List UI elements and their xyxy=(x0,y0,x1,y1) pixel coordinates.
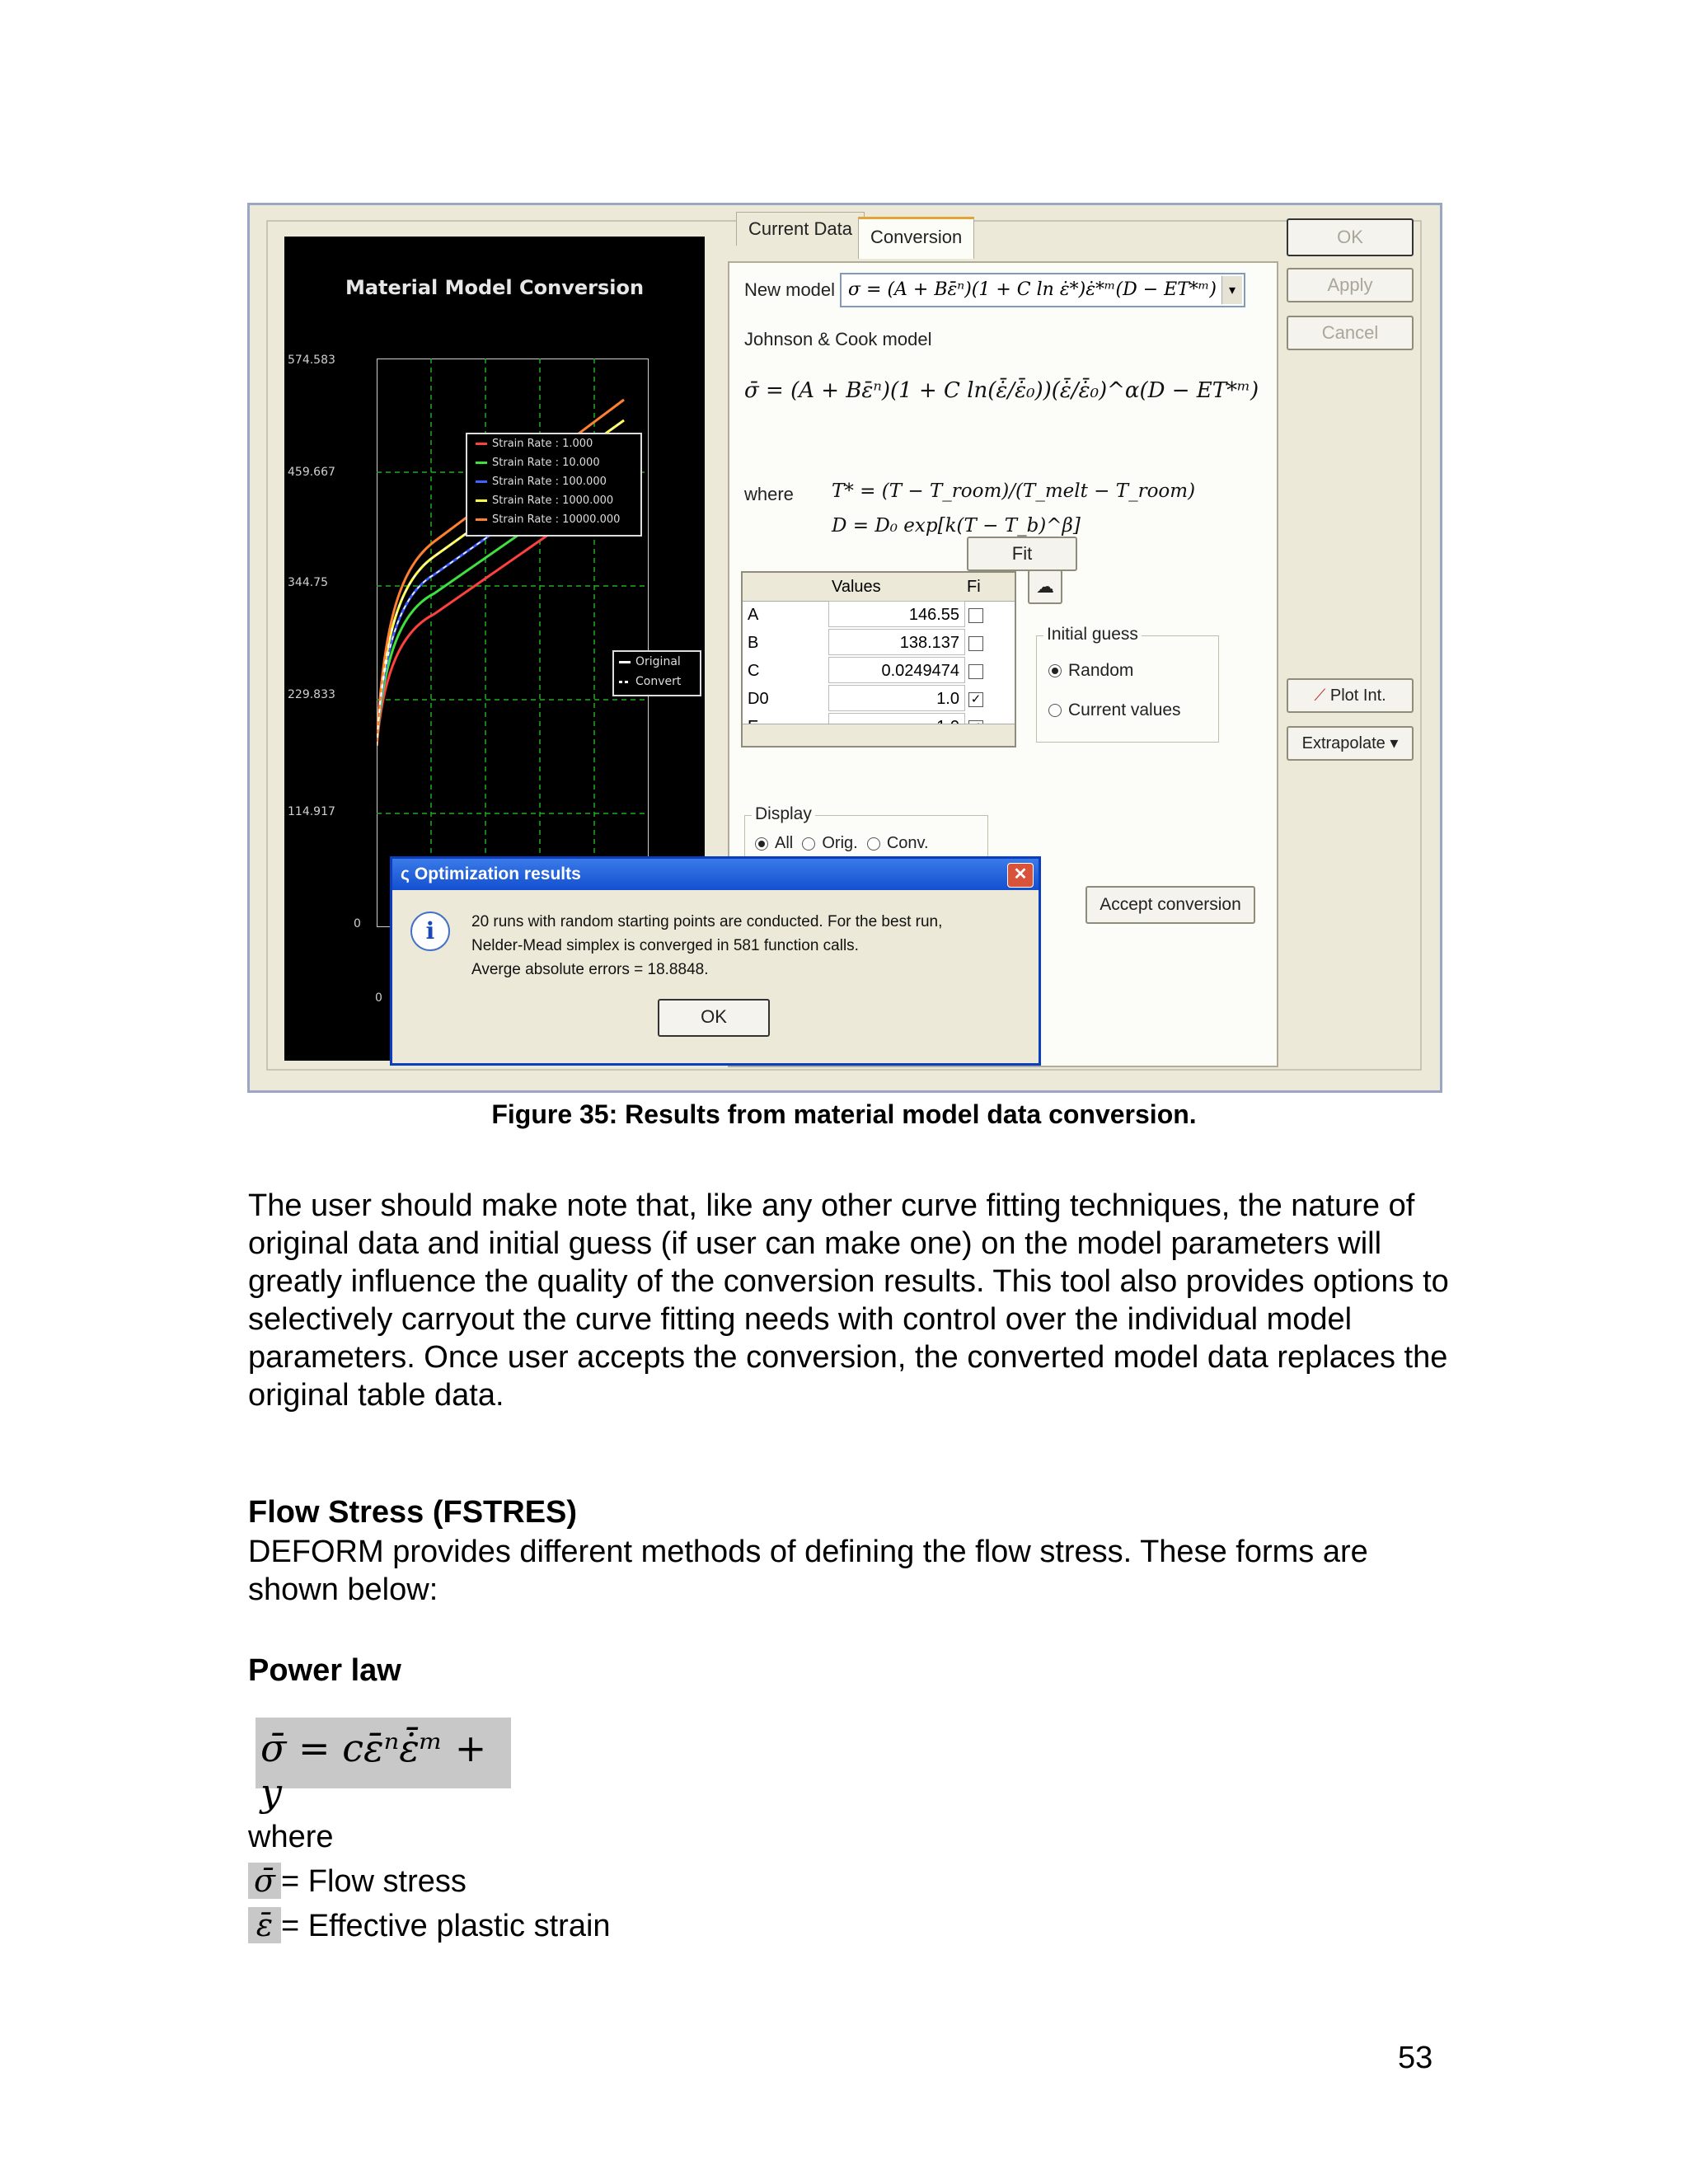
fit-checkbox[interactable] xyxy=(968,636,983,651)
figure-screenshot xyxy=(247,203,1442,1093)
display-options[interactable]: All Orig. Conv. xyxy=(755,834,929,853)
radio-all[interactable] xyxy=(755,837,768,851)
column-header-fit: Fi xyxy=(967,578,981,596)
extrapolate-button[interactable]: Extrapolate ▾ xyxy=(1287,726,1414,761)
legend-entry: Strain Rate : 1.000 xyxy=(467,434,640,453)
equation-d: D = D₀ exp[k(T − T_b)^β] xyxy=(832,515,1081,537)
parameter-grid[interactable] xyxy=(741,571,1016,748)
legend-entry-original: Original xyxy=(614,652,700,672)
y-tick: 114.917 xyxy=(288,805,335,818)
definition-row: σ̄ = Flow stress xyxy=(248,1863,467,1900)
x-tick: 0 xyxy=(375,991,382,1005)
ok-button[interactable]: OK xyxy=(1287,218,1414,256)
paragraph: The user should make note that, like any other curve fitting techniques, the nature of original data and initial guess (if user can make one) on the model parameters will greatly influence the quality of the conversion results. This tool also provides options to selectively carryout the curve fitting needs with control over the individual model parameters. Once user accepts the conversion, the converted model data replaces the original table data. xyxy=(248,1188,1449,1413)
chevron-down-icon[interactable]: ▾ xyxy=(1221,276,1242,304)
fit-checkbox[interactable] xyxy=(968,608,983,623)
radio-button[interactable] xyxy=(1048,664,1062,677)
param-value[interactable]: 138.137 xyxy=(828,629,965,655)
where-label: where xyxy=(248,1820,334,1854)
column-header-values: Values xyxy=(832,578,881,596)
symbol: σ̄ xyxy=(248,1863,281,1899)
sigma-icon: ς xyxy=(401,865,410,883)
model-equation: σ̄ = (A + Bε̄ⁿ)(1 + C ln(ε̇̄/ε̇̄₀))(ε̇̄/ε̇̄₀)^α(D − ET*ᵐ) xyxy=(744,378,1259,403)
param-name: B xyxy=(748,634,759,652)
page-number: 53 xyxy=(1398,2041,1433,2075)
legend-entry: Strain Rate : 100.000 xyxy=(467,472,640,491)
section-heading: Flow Stress (FSTRES) xyxy=(248,1495,578,1530)
y-tick: 574.583 xyxy=(288,354,335,367)
definition-row: ε̄ = Effective plastic strain xyxy=(248,1907,611,1944)
legend-entry-convert: Convert xyxy=(614,672,700,691)
fit-checkbox[interactable] xyxy=(968,664,983,679)
initial-guess-title: Initial guess xyxy=(1043,625,1142,644)
cancel-button[interactable]: Cancel xyxy=(1287,316,1414,350)
param-name: D0 xyxy=(748,690,769,708)
horizontal-scrollbar[interactable] xyxy=(743,724,1015,746)
radio-orig[interactable] xyxy=(802,837,815,851)
dialog-titlebar xyxy=(392,859,1039,890)
table-row xyxy=(743,629,1015,657)
y-tick: 0 xyxy=(354,917,361,930)
legend-entry: Strain Rate : 1000.000 xyxy=(467,491,640,510)
radio-random[interactable]: Random xyxy=(1048,661,1133,681)
info-icon: i xyxy=(410,912,450,951)
fit-checkbox[interactable]: ✓ xyxy=(968,692,983,707)
accept-conversion-button[interactable]: Accept conversion xyxy=(1085,886,1255,924)
subheading: Power law xyxy=(248,1653,401,1688)
chart-icon: ⟋ xyxy=(1314,687,1326,705)
chevron-down-icon: ▾ xyxy=(1390,734,1399,752)
apply-button[interactable]: Apply xyxy=(1287,268,1414,302)
display-title: Display xyxy=(752,804,815,824)
legend-entry: Strain Rate : 10000.000 xyxy=(467,510,640,529)
table-row xyxy=(743,685,1015,713)
cloud-icon[interactable]: ☁ xyxy=(1028,569,1062,604)
grid-header xyxy=(743,573,1015,602)
close-icon[interactable]: ✕ xyxy=(1007,863,1034,888)
param-value[interactable]: 0.0249474 xyxy=(828,657,965,683)
power-law-formula: σ̄ = cε̄ⁿε̇̄ᵐ + y xyxy=(256,1718,511,1788)
param-value[interactable]: 146.55 xyxy=(828,601,965,627)
radio-button[interactable] xyxy=(1048,704,1062,717)
where-label: where xyxy=(744,484,794,504)
param-value[interactable]: 1.0 xyxy=(828,685,965,711)
fit-button[interactable]: Fit xyxy=(967,537,1077,571)
equation-t-star: T* = (T − T_room)/(T_melt − T_room) xyxy=(832,480,1196,502)
tab-conversion[interactable]: Conversion xyxy=(858,217,974,259)
plot-title: Material Model Conversion xyxy=(345,276,645,299)
table-row xyxy=(743,657,1015,685)
new-model-value: σ = (A + Bε̄ⁿ)(1 + C ln ε̇*)ε̇*ᵐ(D − ET*ᵐ) xyxy=(848,279,1217,300)
figure-caption: Figure 35: Results from material model data conversion. xyxy=(491,1099,1197,1129)
symbol: ε̄ xyxy=(248,1907,281,1943)
y-tick: 459.667 xyxy=(288,466,335,479)
new-model-select[interactable] xyxy=(840,273,1245,307)
plot-legend xyxy=(466,433,642,537)
initial-guess-group xyxy=(1036,625,1219,743)
table-row xyxy=(743,601,1015,629)
dialog-ok-button[interactable]: OK xyxy=(658,999,770,1037)
param-name: C xyxy=(748,662,760,680)
tab-current-data[interactable]: Current Data xyxy=(736,212,865,246)
new-model-label: New model xyxy=(744,279,836,300)
param-name: A xyxy=(748,606,759,624)
plot-legend-type xyxy=(612,650,701,696)
model-name: Johnson & Cook model xyxy=(744,329,932,349)
plot-int-button[interactable]: ⟋ Plot Int. xyxy=(1287,678,1414,713)
dialog-title: Optimization results xyxy=(414,865,581,883)
dialog-message: 20 runs with random starting points are conducted. For the best run, Nelder-Mead simplex is converged in 581 function calls. Averge absolute errors = 18.8848. xyxy=(471,913,943,978)
paragraph: DEFORM provides different methods of defining the flow stress. These forms are shown below: xyxy=(248,1535,1368,1607)
radio-conv[interactable] xyxy=(867,837,880,851)
y-tick: 229.833 xyxy=(288,688,335,701)
y-tick: 344.75 xyxy=(288,576,328,589)
legend-entry: Strain Rate : 10.000 xyxy=(467,453,640,472)
optimization-results-dialog xyxy=(390,856,1041,1066)
radio-current-values[interactable]: Current values xyxy=(1048,701,1181,720)
